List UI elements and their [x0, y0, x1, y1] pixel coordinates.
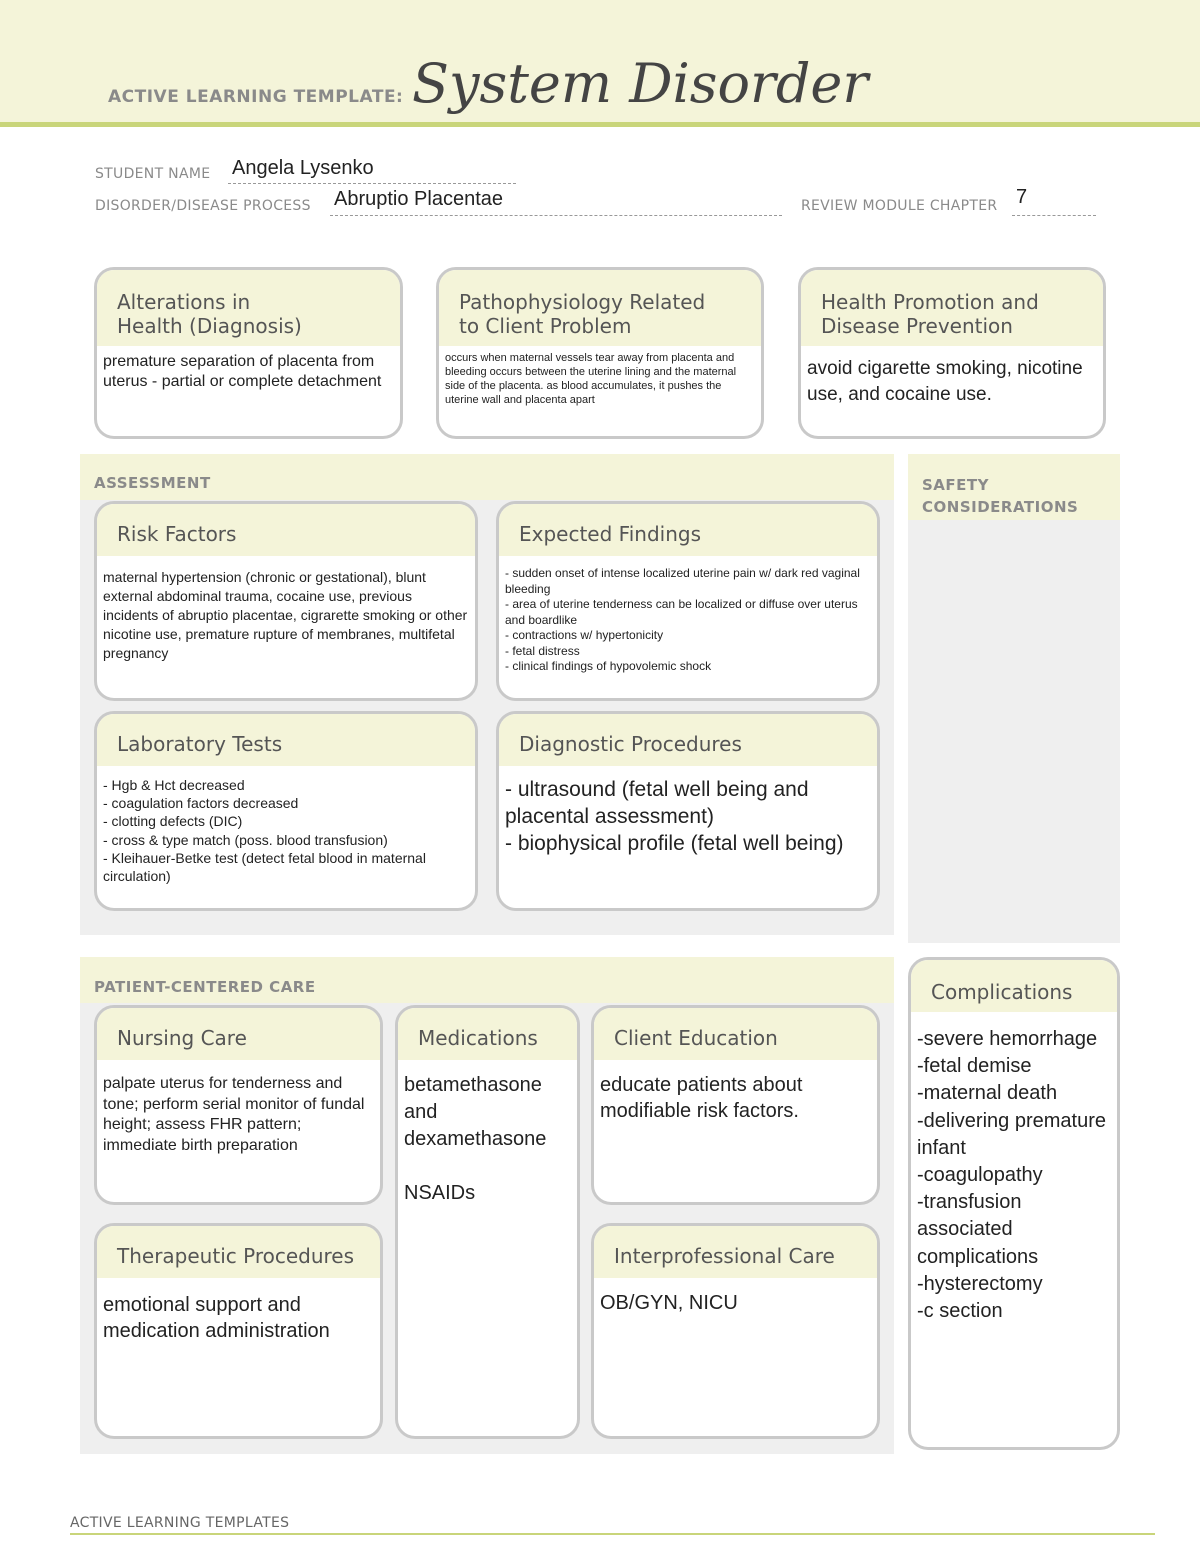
- card-alterations-title: Alterations in Health (Diagnosis): [117, 290, 302, 338]
- card-pathophysiology: [436, 267, 764, 439]
- chapter-line: [1012, 214, 1096, 216]
- card-interprofessional-care-text: OB/GYN, NICU: [600, 1292, 738, 1314]
- card-complications-title: Complications: [931, 980, 1073, 1004]
- chapter-label: REVIEW MODULE CHAPTER: [801, 198, 998, 214]
- student-name-label: STUDENT NAME: [95, 166, 211, 182]
- footer-divider: [70, 1533, 1155, 1535]
- card-diagnostic-procedures: [496, 711, 880, 911]
- template-title: System Disorder: [412, 52, 869, 115]
- card-nursing-care: [94, 1005, 383, 1205]
- card-health-promotion-title: Health Promotion and Disease Prevention: [821, 290, 1039, 338]
- student-name-line: [228, 182, 516, 184]
- assessment-title: ASSESSMENT: [94, 474, 211, 492]
- card-diagnostic-procedures-title: Diagnostic Procedures: [519, 732, 742, 756]
- card-nursing-care-title: Nursing Care: [117, 1026, 247, 1050]
- card-nursing-care-text: palpate uterus for tenderness and tone; perform serial monitor of fundal height; assess FHR pattern; immediate birth preparation: [103, 1075, 365, 1154]
- card-pathophysiology-title: Pathophysiology Related to Client Problem: [459, 290, 706, 338]
- card-complications-text: -severe hemorrhage -fetal demise -maternal death -delivering premature infant -coagulopathy -transfusion associated complications -hysterectomy -c section: [917, 1028, 1106, 1323]
- card-medications: [395, 1005, 580, 1439]
- card-diagnostic-procedures-text: - ultrasound (fetal well being and placental assessment) - biophysical profile (fetal well being): [505, 778, 844, 855]
- student-name-field[interactable]: Angela Lysenko: [232, 157, 374, 179]
- safety-title: SAFETY CONSIDERATIONS: [922, 476, 1079, 516]
- disease-line: [330, 214, 782, 216]
- card-interprofessional-care-title: Interprofessional Care: [614, 1244, 835, 1268]
- template-label: ACTIVE LEARNING TEMPLATE:: [108, 87, 404, 107]
- patient-care-title: PATIENT-CENTERED CARE: [94, 978, 316, 996]
- header-divider: [0, 122, 1200, 127]
- card-therapeutic-procedures-title: Therapeutic Procedures: [117, 1244, 355, 1268]
- card-expected-findings-title: Expected Findings: [519, 522, 701, 546]
- card-pathophysiology-text: occurs when maternal vessels tear away from placenta and bleeding occurs between the uterine lining and the maternal side of the placenta. as blood accumulates, it pushes the uterine wall and placenta apart: [445, 352, 737, 406]
- card-risk-factors-text: maternal hypertension (chronic or gestational), blunt external abdominal trauma, cocaine use, previous incidents of abruptio placentae, cigrarette smoking or other nicotine use, premature rupture of membranes, multifetal pregnancy: [103, 569, 468, 661]
- footer-text: ACTIVE LEARNING TEMPLATES: [70, 1515, 290, 1531]
- card-medications-text: betamethasone and dexamethasone NSAIDs: [404, 1074, 547, 1204]
- card-complications: [908, 957, 1120, 1450]
- card-laboratory-tests-title: Laboratory Tests: [117, 732, 283, 756]
- card-health-promotion: [798, 267, 1106, 439]
- card-therapeutic-procedures-text: emotional support and medication administration: [103, 1294, 330, 1342]
- disease-field[interactable]: Abruptio Placentae: [334, 188, 504, 210]
- card-alterations: [94, 267, 403, 439]
- card-client-education-text: educate patients about modifiable risk factors.: [600, 1074, 803, 1122]
- card-risk-factors: [94, 501, 478, 701]
- card-therapeutic-procedures: [94, 1223, 383, 1439]
- disease-label: DISORDER/DISEASE PROCESS: [95, 198, 311, 214]
- card-risk-factors-title: Risk Factors: [117, 522, 237, 546]
- chapter-field[interactable]: 7: [1016, 186, 1028, 208]
- card-expected-findings-text: - sudden onset of intense localized uterine pain w/ dark red vaginal bleeding - area of uterine tenderness can be localized or diffuse over uterus and boardlike - contractions w/ hypertonicity - fetal distress - clinical findings of hypovolemic shock: [505, 566, 860, 673]
- card-client-education: [591, 1005, 880, 1205]
- card-client-education-title: Client Education: [614, 1026, 778, 1050]
- card-alterations-text: premature separation of placenta from uterus - partial or complete detachment: [103, 353, 382, 390]
- card-health-promotion-text: avoid cigarette smoking, nicotine use, and cocaine use.: [807, 358, 1083, 405]
- card-laboratory-tests: [94, 711, 478, 911]
- card-expected-findings: [496, 501, 880, 701]
- card-laboratory-tests-text: - Hgb & Hct decreased - coagulation factors decreased - clotting defects (DIC) - cross & type match (poss. blood transfusion) - Kleihauer-Betke test (detect fetal blood in maternal circulation): [103, 777, 426, 885]
- safety-section: [908, 454, 1120, 943]
- card-medications-title: Medications: [418, 1026, 538, 1050]
- card-interprofessional-care: [591, 1223, 880, 1439]
